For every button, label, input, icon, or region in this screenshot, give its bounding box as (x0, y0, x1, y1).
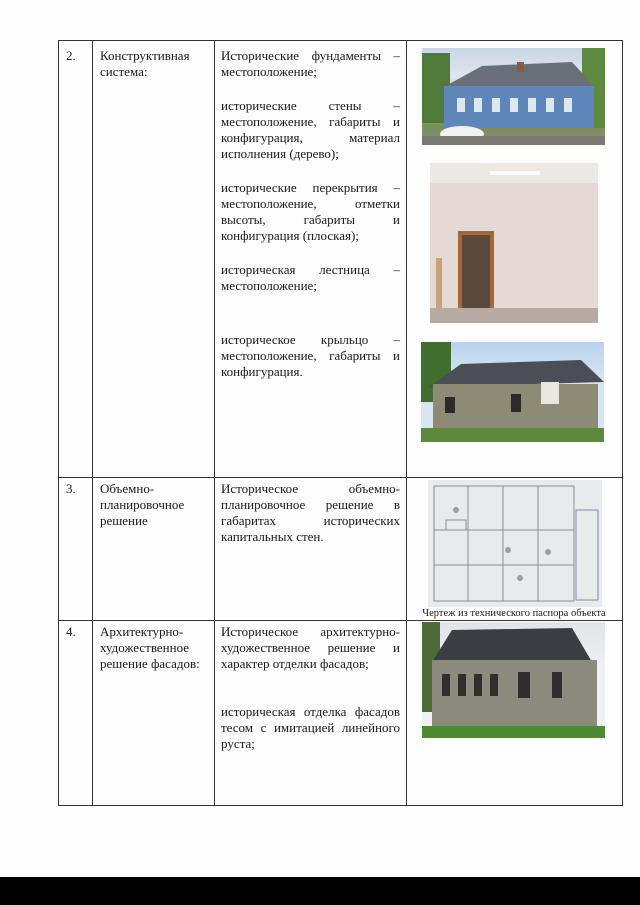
row-name: Конструктивная система: (100, 48, 190, 79)
porch-photo (421, 342, 604, 442)
table-border-top (58, 40, 623, 41)
building-exterior-photo (422, 48, 605, 145)
interior-photo (430, 163, 598, 323)
column-divider (58, 40, 59, 806)
description-paragraph: историческая отделка фасадов тесом с имитацией линейного руста; (221, 704, 400, 751)
table-border-bottom (58, 805, 623, 806)
row-number: 3. (66, 481, 76, 496)
column-divider (406, 40, 407, 806)
image-caption: Чертеж из технического паспора объекта (422, 608, 606, 619)
facade-photo (422, 622, 605, 738)
row-name: Архитектурно-художественное решение фасадов: (100, 624, 200, 671)
row-divider (58, 620, 623, 621)
row-divider (58, 477, 623, 478)
row-number: 4. (66, 624, 76, 639)
description-paragraph: историческая лестница – местоположение; (221, 262, 400, 293)
column-divider (214, 40, 215, 806)
column-divider (92, 40, 93, 806)
floor-plan-drawing (428, 480, 602, 607)
description-paragraph: историческое крыльцо – местоположение, габариты и конфигурация. (221, 332, 400, 379)
description-paragraph: исторические перекрытия – местоположение, отметки высоты, габариты и конфигурация (плоская); (221, 180, 400, 243)
description-paragraph: Историческое архитектурно-художественное решение и характер отделки фасадов; (221, 624, 400, 671)
scan-border (0, 877, 640, 905)
description-paragraph: исторические стены – местоположение, габариты и конфигурация, материал исполнения (дерево); (221, 98, 400, 161)
table-border-right (622, 40, 623, 806)
row-number: 2. (66, 48, 76, 63)
description-paragraph: Историческое объемно-планировочное решение в габаритах исторических капитальных стен. (221, 481, 400, 544)
row-name: Объемно-планировочное решение (100, 481, 185, 528)
description-paragraph: Исторические фундаменты – местоположение; (221, 48, 400, 79)
